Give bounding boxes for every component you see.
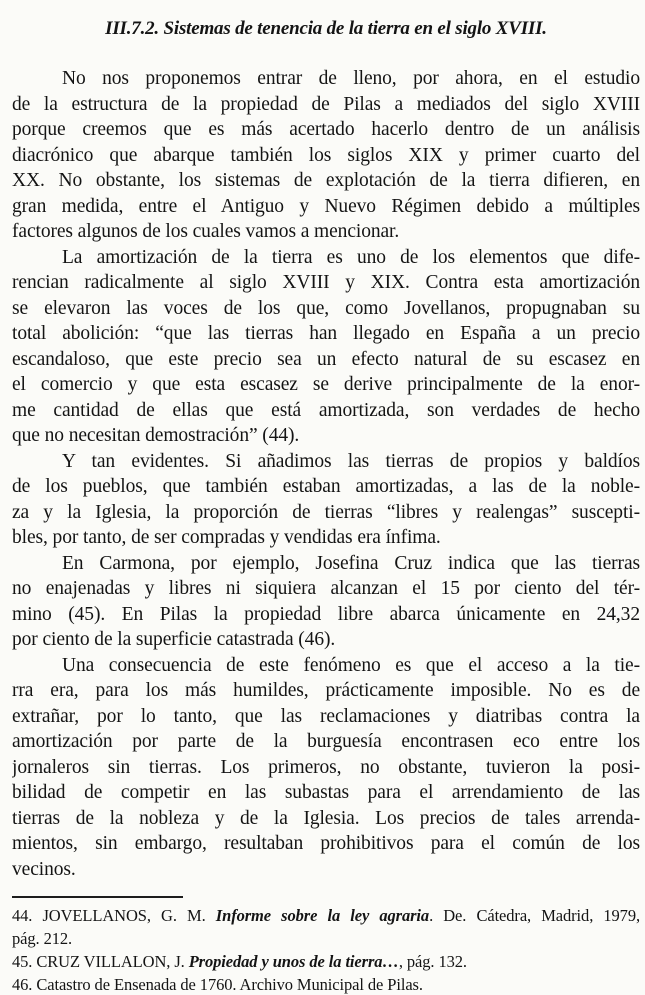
paragraph: [12, 449, 640, 551]
text-line: que no necesitan demostración” (44).: [12, 425, 300, 446]
text-line: Y tan evidentes. Si añadimos las tierras de propios y baldíos: [62, 450, 640, 472]
text-line: amortización por parte de la burguesía encontrasen eco entre los: [12, 731, 640, 752]
text-line: de la estructura de la propiedad de Pilas a mediados del siglo XVIII: [12, 93, 640, 115]
section-title: III.7.2. Sistemas de tenencia de la tierra en el siglo XVIII.: [105, 18, 547, 39]
text-line: mino (45). En Pilas la propiedad libre abarca únicamente en 24,32: [12, 603, 640, 625]
text-line: tierras de la nobleza y de la Iglesia. Los precios de tales arrenda-: [12, 807, 640, 829]
footnote-text: 45. CRUZ VILLALON, J.: [12, 952, 189, 971]
footnote-text: . De. Cátedra, Madrid, 1979,: [429, 906, 640, 925]
footnote-divider: [12, 896, 183, 898]
text-line: La amortización de la tierra es uno de los elementos que dife-: [62, 246, 640, 268]
paragraph: [12, 653, 640, 883]
footnote-line: [12, 973, 640, 995]
footnote-line: [12, 927, 640, 950]
text-line: se elevaron las voces de los que, como Jovellanos, propugnaban su: [12, 297, 640, 319]
text-line: rra era, para los más humildes, prácticamente imposible. No es de: [12, 680, 640, 701]
text-line: bles, por tanto, de ser compradas y vendidas era ínfima.: [12, 527, 441, 548]
text-line: En Carmona, por ejemplo, Josefina Cruz indica que las tierras: [62, 552, 640, 574]
text-line: Una consecuencia de este fenómeno es que el acceso a la tie-: [62, 654, 640, 676]
text-line: me cantidad de ellas que está amortizada, son verdades de hecho: [12, 399, 640, 421]
text-line: de los pueblos, que también estaban amortizadas, a las de la noble-: [12, 476, 640, 497]
text-line: por ciento de la superficie catastrada (46).: [12, 629, 336, 650]
footnote-text: , pág. 132.: [398, 952, 467, 971]
text-line: jornaleros sin tierras. Los primeros, no obstante, tuvieron la posi-: [12, 756, 640, 778]
text-line: za y la Iglesia, la proporción de tierras “libres y realengas” suscepti-: [12, 501, 640, 523]
cited-work-title: Propiedad y unos de la tierra…: [188, 952, 399, 971]
text-line: No nos proponemos entrar de lleno, por ahora, en el estudio: [62, 68, 640, 89]
footnote-line: [12, 904, 640, 927]
text-line: bilidad de competir en las subastas para el arrendamiento de las: [12, 782, 640, 803]
paragraph: [12, 551, 640, 653]
text-line: rencian radicalmente al siglo XVIII y XIX. Contra esta amortización: [12, 272, 640, 293]
footnote-text: 44. JOVELLANOS, G. M.: [12, 906, 216, 925]
cited-work-title: Informe sobre la ley agraria: [215, 906, 430, 925]
text-line: no enajenadas y libres ni siquiera alcanzan el 15 por ciento del tér-: [12, 578, 640, 599]
paragraph: [12, 66, 640, 245]
text-line: vecinos.: [12, 858, 76, 880]
footnote: [12, 950, 640, 973]
text-line: mientos, sin embargo, resultaban prohibitivos para el común de los: [12, 833, 640, 854]
text-line: gran medida, entre el Antiguo y Nuevo Régimen debido a múltiples: [12, 195, 640, 217]
body-text: [12, 66, 640, 882]
text-line: porque creemos que es más acertado hacerlo dentro de un análisis: [12, 119, 640, 140]
footnote-text: 46. Catastro de Ensenada de 1760. Archivo Municipal de Pilas.: [12, 975, 423, 994]
footnote-line: [12, 950, 640, 973]
footnote: [12, 973, 640, 995]
text-line: factores algunos de los cuales vamos a mencionar.: [12, 221, 400, 242]
footnote: [12, 904, 640, 950]
text-line: XX. No obstante, los sistemas de explotación de la tierra difieren, en: [12, 170, 640, 191]
footnotes: [12, 904, 640, 995]
text-line: escandaloso, que este precio sea un efecto natural de su escasez en: [12, 348, 640, 370]
footnote-text: pág. 212.: [12, 929, 73, 948]
text-line: extrañar, por lo tanto, que las reclamaciones y diatribas contra la: [12, 705, 640, 727]
text-line: el comercio y que esta escasez se derive principalmente de la enor-: [12, 374, 640, 395]
text-line: diacrónico que abarque también los siglos XIX y primer cuarto del: [12, 144, 640, 166]
paragraph: [12, 245, 640, 449]
text-line: total abolición: “que las tierras han llegado en España a un precio: [12, 323, 640, 344]
